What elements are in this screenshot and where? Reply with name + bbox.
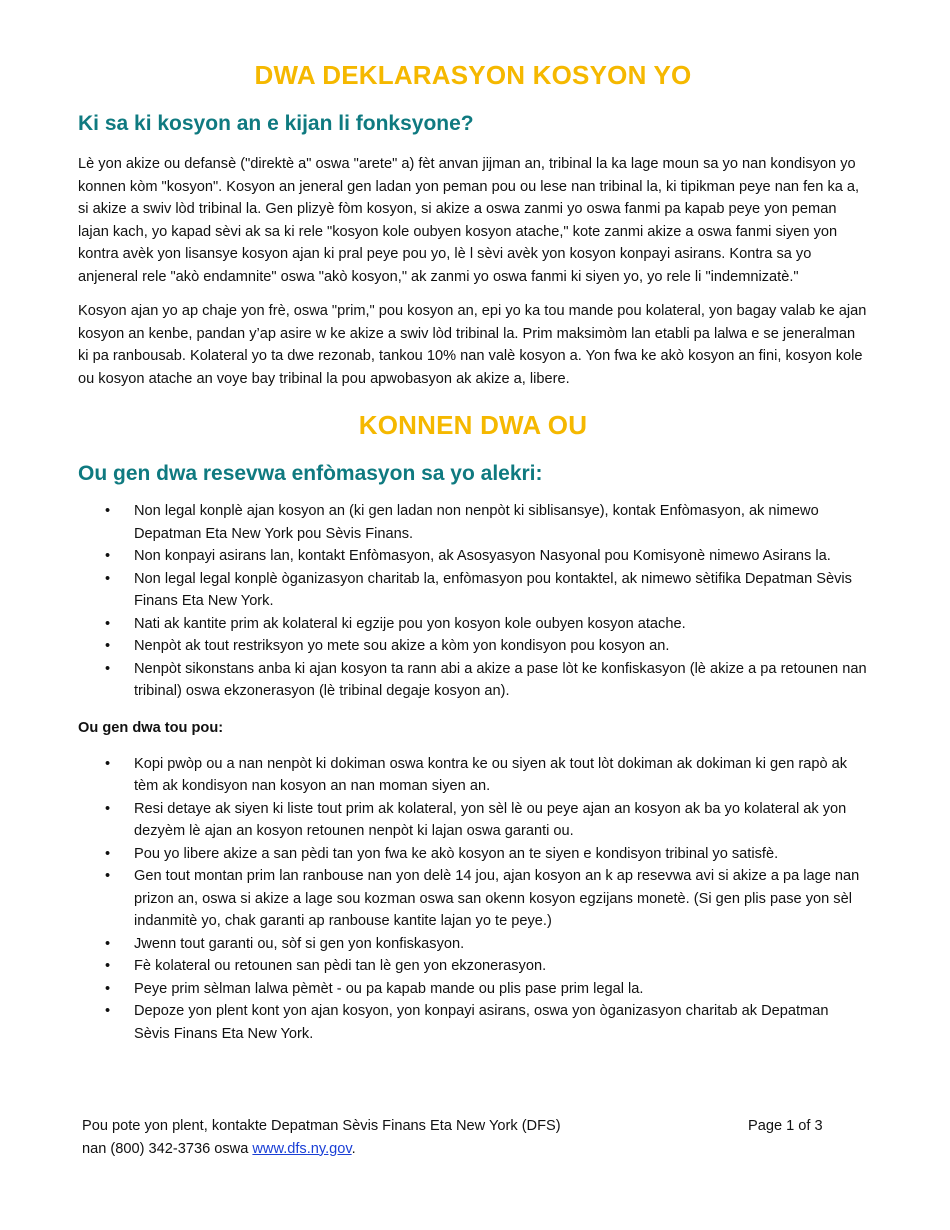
footer-period: .	[351, 1140, 356, 1157]
list-item	[78, 933, 868, 956]
bullet-icon: •	[105, 845, 111, 862]
list-item-text: Non legal legal konplè òganizasyon charitab la, enfòmasyon pou kontaktel, ak nimewo sètifika Depatman Sèvis Finans Eta New York.	[134, 570, 852, 609]
list-item-text: Depoze yon plent kont yon ajan kosyon, yon konpayi asirans, oswa yon òganizasyon charitab ak Depatman Sèvis Finans Eta New York.	[134, 1003, 829, 1042]
list-item-text: Fè kolateral ou retounen san pèdi tan lè gen yon ekzonerasyon.	[134, 958, 547, 974]
dfs-website-link[interactable]: www.dfs.ny.gov	[252, 1140, 352, 1157]
list-item-text: Peye prim sèlman lalwa pèmèt - ou pa kapab mande ou plis pase prim legal la.	[134, 980, 644, 997]
bullet-icon: •	[105, 660, 111, 677]
bullet-icon: •	[105, 638, 111, 654]
bullet-icon: •	[105, 615, 111, 632]
list-item-text: Kopi pwòp ou a nan nenpòt ki dokiman oswa kontra ke ou siyen ak tout lòt dokiman ak dokiman ki gen rapò ak tèm ak kondisyon nan kosyon an nan moman siyen an.	[134, 755, 848, 794]
bullet-icon: •	[105, 570, 111, 587]
bullet-icon: •	[105, 958, 111, 974]
list-item	[78, 635, 868, 658]
paragraph-2: Kosyon ajan yo ap chaje yon frè, oswa "prim," pou kosyon an, epi yo ka tou mande pou kolateral, yon bagay valab ke ajan kosyon an kenbe, pandan y’ap asire w ke akize a swiv lòd tribinal la. Prim maksimòm lan etabli pa lalwa e se jeneralman ki pa ranbousab. Kolateral yo ta dwe rezonab, tankou 10% nan valè kosyon a. Yon fwa ke akò kosyon an fini, kosyon kole ou kosyon atache an voye bay tribinal la pou apwobasyon ak akize a, libere.	[78, 303, 867, 387]
list-item-text: Nenpòt ak tout restriksyon yo mete sou akize a kòm yon kondisyon pou kosyon an.	[134, 638, 670, 654]
bullet-icon: •	[105, 868, 111, 884]
list-item-text: Non legal konplè ajan kosyon an (ki gen ladan non nenpòt ki siblisansye), kontak Enfòmasyon, ak nimewo Depatman Eta New York pou Sèvis Finans.	[134, 503, 819, 542]
list-item	[78, 843, 868, 866]
list-item	[78, 613, 868, 636]
list-item-text: Gen tout montan prim lan ranbouse nan yon delè 14 jou, ajan kosyon an k ap resevwa avi si akize a pa lage nan prizon an, oswa si akize a lage sou kozman oswa san okenn kosyon egzijans monetè. (Si gen plis pase yon sèl indanmitè yo, chak garanti ap ranbouse kantite lajan yo te peye.)	[134, 868, 860, 929]
list-item-text: Non konpayi asirans lan, kontakt Enfòmasyon, ak Asosyasyon Nasyonal pou Komisyonè nimewo Asirans la.	[134, 548, 831, 564]
list-item	[78, 658, 868, 703]
section-heading-how-bail-works: Ki sa ki kosyon an e kijan li fonksyone?	[78, 112, 474, 135]
footer-line-2	[82, 1138, 642, 1161]
also-rights-list	[78, 753, 868, 1046]
list-item-text: Jwenn tout garanti ou, sòf si gen yon konfiskasyon.	[134, 935, 465, 952]
list-item-text: Resi detaye ak siyen ki liste tout prim ak kolateral, yon sèl lè ou peye ajan an kosyon ak ba yo kolateral ak yon dezyèm lè ajan an kosyon retounen nenpòt ki lajan oswa garanti ou.	[134, 800, 847, 839]
subheading-also-rights: Ou gen dwa tou pou:	[78, 719, 224, 736]
section-heading-written-info: Ou gen dwa resevwa enfòmasyon sa yo alekri:	[78, 462, 543, 485]
rights-title: KONNEN DWA OU	[358, 410, 588, 440]
list-item	[78, 545, 868, 568]
document-page	[78, 58, 868, 1045]
list-item	[78, 978, 868, 1001]
written-info-list	[78, 500, 868, 703]
paragraph-1: Lè yon akize ou defansè ("direktè a" oswa "arete" a) fèt anvan jijman an, tribinal la ka lage moun sa yo nan kondisyon yo konnen kòm "kosyon". Kosyon an jeneral gen ladan yon peman pou ou lese nan tribinal la, ki tipikman peye nan fen ka a, si akize a swiv lòd tribinal la. Gen plizyè fòm kosyon, si akize a oswa zanmi yo oswa fanmi pa kapab peye yon peman lajan kach, yo kapad sèvi ak sa ki rele "kosyon kole oubyen kosyon atache," kote zanmi akize a oswa fanmi siyen yon kontra avèk yon lisansye kosyon ajan ki pral peye pou yo, lè l sèvi avèk yon kosyon konpayi asirans. Kontra sa yo anjeneral rele "akò endamnite" oswa "akò kosyon," ak zanmi yo oswa fanmi ki siyen yo, yo rele li "indemnizatè."	[78, 156, 860, 285]
list-item	[78, 955, 868, 978]
page-number: Page 1 of 3	[748, 1118, 823, 1134]
bullet-icon: •	[105, 503, 111, 519]
list-item-text: Pou yo libere akize a san pèdi tan yon fwa ke akò kosyon an te siyen e kondisyon tribinal yo satisfè.	[134, 845, 779, 862]
list-item-text: Nati ak kantite prim ak kolateral ki egzije pou yon kosyon kole oubyen kosyon atache.	[134, 615, 686, 632]
bullet-icon: •	[105, 755, 111, 772]
list-item-text: Nenpòt sikonstans anba ki ajan kosyon ta rann abi a akize a pase lòt ke konfiskasyon (lè akize a pa retounen nan tribinal) oswa ekzonerasyon (lè tribinal degaje kosyon an).	[134, 660, 867, 699]
list-item	[78, 865, 868, 933]
footer-contact	[82, 1115, 642, 1160]
list-item	[78, 1000, 868, 1045]
list-item	[78, 798, 868, 843]
bullet-icon: •	[105, 548, 111, 564]
list-item	[78, 500, 868, 545]
footer-line-1: Pou pote yon plent, kontakte Depatman Sèvis Finans Eta New York (DFS)	[82, 1118, 561, 1134]
footer-phone-text: nan (800) 342-3736 oswa	[82, 1140, 253, 1157]
bullet-icon: •	[105, 1003, 111, 1019]
bullet-icon: •	[105, 935, 111, 952]
bullet-icon: •	[105, 800, 111, 817]
document-title: DWA DEKLARASYON KOSYON YO	[254, 60, 692, 90]
list-item	[78, 568, 868, 613]
bullet-icon: •	[105, 980, 111, 997]
list-item	[78, 753, 868, 798]
